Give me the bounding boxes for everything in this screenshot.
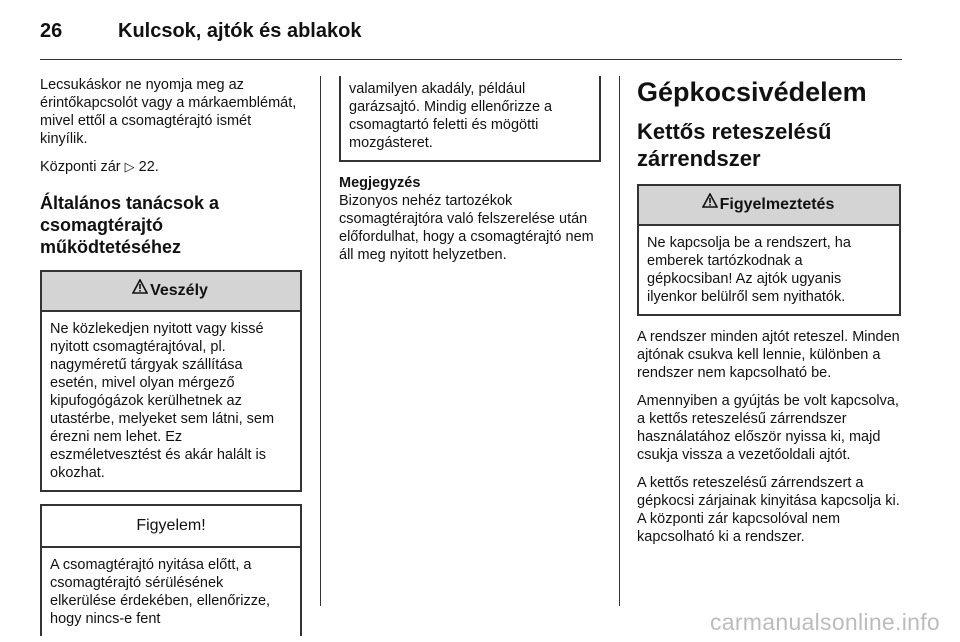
main-heading: Gépkocsivédelem (637, 77, 867, 107)
reference-text: Központi zár (40, 159, 121, 175)
watermark: carmanualsonline.info (709, 609, 940, 635)
warning-box-header (639, 186, 899, 226)
caution-box-body-continued: valamilyen akadály, például garázsajtó. Mindig ellenőrizze a csomagtartó feletti és mögötti mozgásteret. (349, 81, 553, 151)
page-number: 26 (40, 20, 63, 42)
sub-heading: Kettős reteszelésű zárrendszer (637, 119, 832, 171)
column-2 (339, 76, 601, 264)
column-1 (40, 76, 302, 636)
paragraph: Amennyiben a gyújtás be volt kapcsolva, a kettős reteszelésű zárrendszer használatához először nyissa ki, majd csukja vissza a vezetőoldali ajtót. (637, 393, 899, 463)
danger-box (40, 270, 302, 492)
danger-box-header (42, 272, 300, 312)
caution-box (40, 504, 302, 636)
note (339, 174, 601, 264)
warning-box-title: Figyelmeztetés (719, 196, 835, 213)
paragraph: Lecsukáskor ne nyomja meg az érintőkapcsolót vagy a márkaemblémát, mivel ettől a csomagtérajtó ismét kinyílik. (40, 77, 297, 147)
column-3 (637, 76, 901, 546)
paragraph: A rendszer minden ajtót reteszel. Minden ajtónak csukva kell lennie, különben a rendszer nem kapcsolható be. (637, 329, 900, 381)
reference-page: 22. (138, 159, 159, 175)
caution-box-body: A csomagtérajtó nyitása előtt, a csomagtérajtó sérülésének elkerülése érdekében, ellenőrizze, hogy nincs-e fent (50, 557, 271, 627)
chapter-title: Kulcsok, ajtók és ablakok (118, 20, 362, 42)
warning-box (637, 184, 901, 316)
danger-box-title: Veszély (150, 282, 208, 299)
note-title: Megjegyzés (339, 175, 421, 191)
header-rule (40, 59, 902, 60)
column-divider (619, 76, 620, 606)
paragraph: A kettős reteszelésű zárrendszert a gépkocsi zárjainak kinyitása kapcsolja ki. A központi zár kapcsolóval nem kapcsolható ki a rendszer. (637, 475, 900, 545)
section-heading: Általános tanácsok a csomagtérajtó működtetéséhez (40, 193, 220, 257)
cross-reference (40, 158, 302, 176)
note-body: Bizonyos nehéz tartozékok csomagtérajtóra való felszerelése után előfordulhat, hogy a csomagtérajtó nem áll meg nyitott helyzetben. (339, 193, 594, 263)
reference-arrow-icon: ▷ (124, 159, 135, 174)
column-divider (320, 76, 321, 606)
warning-box-body: Ne kapcsolja be a rendszert, ha emberek tartózkodnak a gépkocsiban! Az ajtók ugyanis ilyenkor belülről sem nyithatók. (647, 235, 851, 305)
caution-box-continued (339, 76, 601, 162)
danger-box-body: Ne közlekedjen nyitott vagy kissé nyitott csomagtérajtóval, pl. nagyméretű tárgyak szállítása esetén, mivel olyan mérgező kipufogógázok kerülhetnek az utastérbe, melyeket sem látni, sem érezni nem lehet. Ez eszméletvesztést és akár halált is okozhat. (50, 321, 275, 481)
caution-box-title: Figyelem! (136, 517, 206, 534)
caution-box-header (42, 506, 300, 548)
